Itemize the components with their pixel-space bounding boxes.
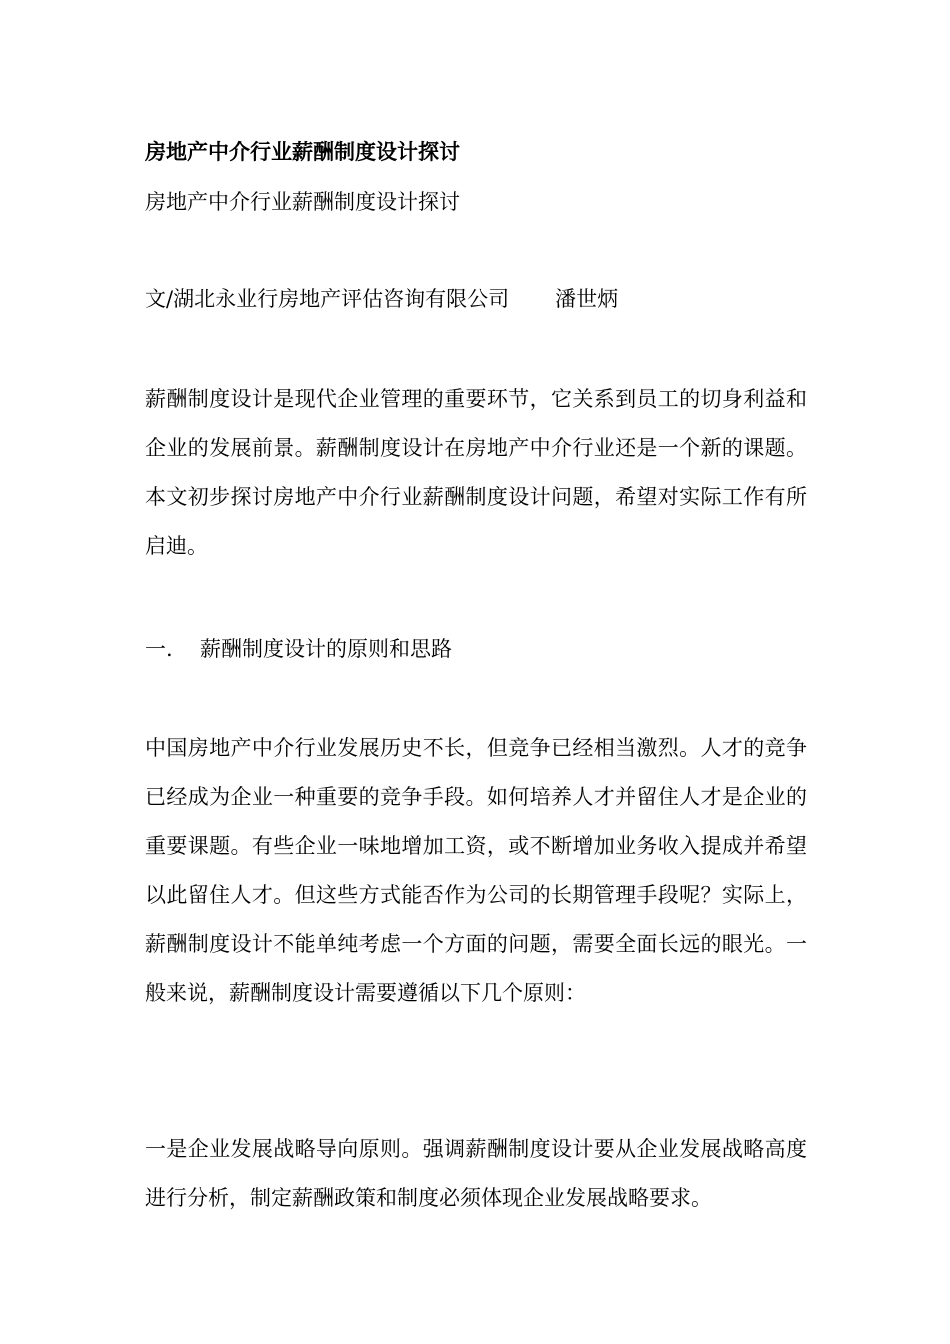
byline xyxy=(145,283,618,315)
paragraph-intro: 薪酬制度设计是现代企业管理的重要环节，它关系到员工的切身利益和企业的发展前景。薪酬制度设计在房地产中介行业还是一个新的课题。本文初步探讨房地产中介行业薪酬制度设计问题，希望对实际工作有所启迪。 xyxy=(145,387,807,558)
section-number: 一. xyxy=(145,637,173,661)
section-title: 薪酬制度设计的原则和思路 xyxy=(200,637,452,661)
document-subtitle: 房地产中介行业薪酬制度设计探讨 xyxy=(145,190,460,214)
paragraph-body: 中国房地产中介行业发展历史不长，但竞争已经相当激烈。人才的竞争已经成为企业一种重要的竞争手段。如何培养人才并留住人才是企业的重要课题。有些企业一味地增加工资，或不断增加业务收入提成并希望以此留住人才。但这些方式能否作为公司的长期管理手段呢？实际上，薪酬制度设计不能单纯考虑一个方面的问题，需要全面长远的眼光。一般来说，薪酬制度设计需要遵循以下几个原则： xyxy=(145,736,807,1005)
byline-organization: 文/湖北永业行房地产评估咨询有限公司 xyxy=(145,287,510,311)
paragraph-principle-one: 一是企业发展战略导向原则。强调薪酬制度设计要从企业发展战略高度进行分析，制定薪酬政策和制度必须体现企业发展战略要求。 xyxy=(145,1137,807,1210)
byline-author: 潘世炳 xyxy=(555,287,619,311)
document-title: 房地产中介行业薪酬制度设计探讨 xyxy=(145,139,460,164)
section-heading xyxy=(145,633,452,665)
